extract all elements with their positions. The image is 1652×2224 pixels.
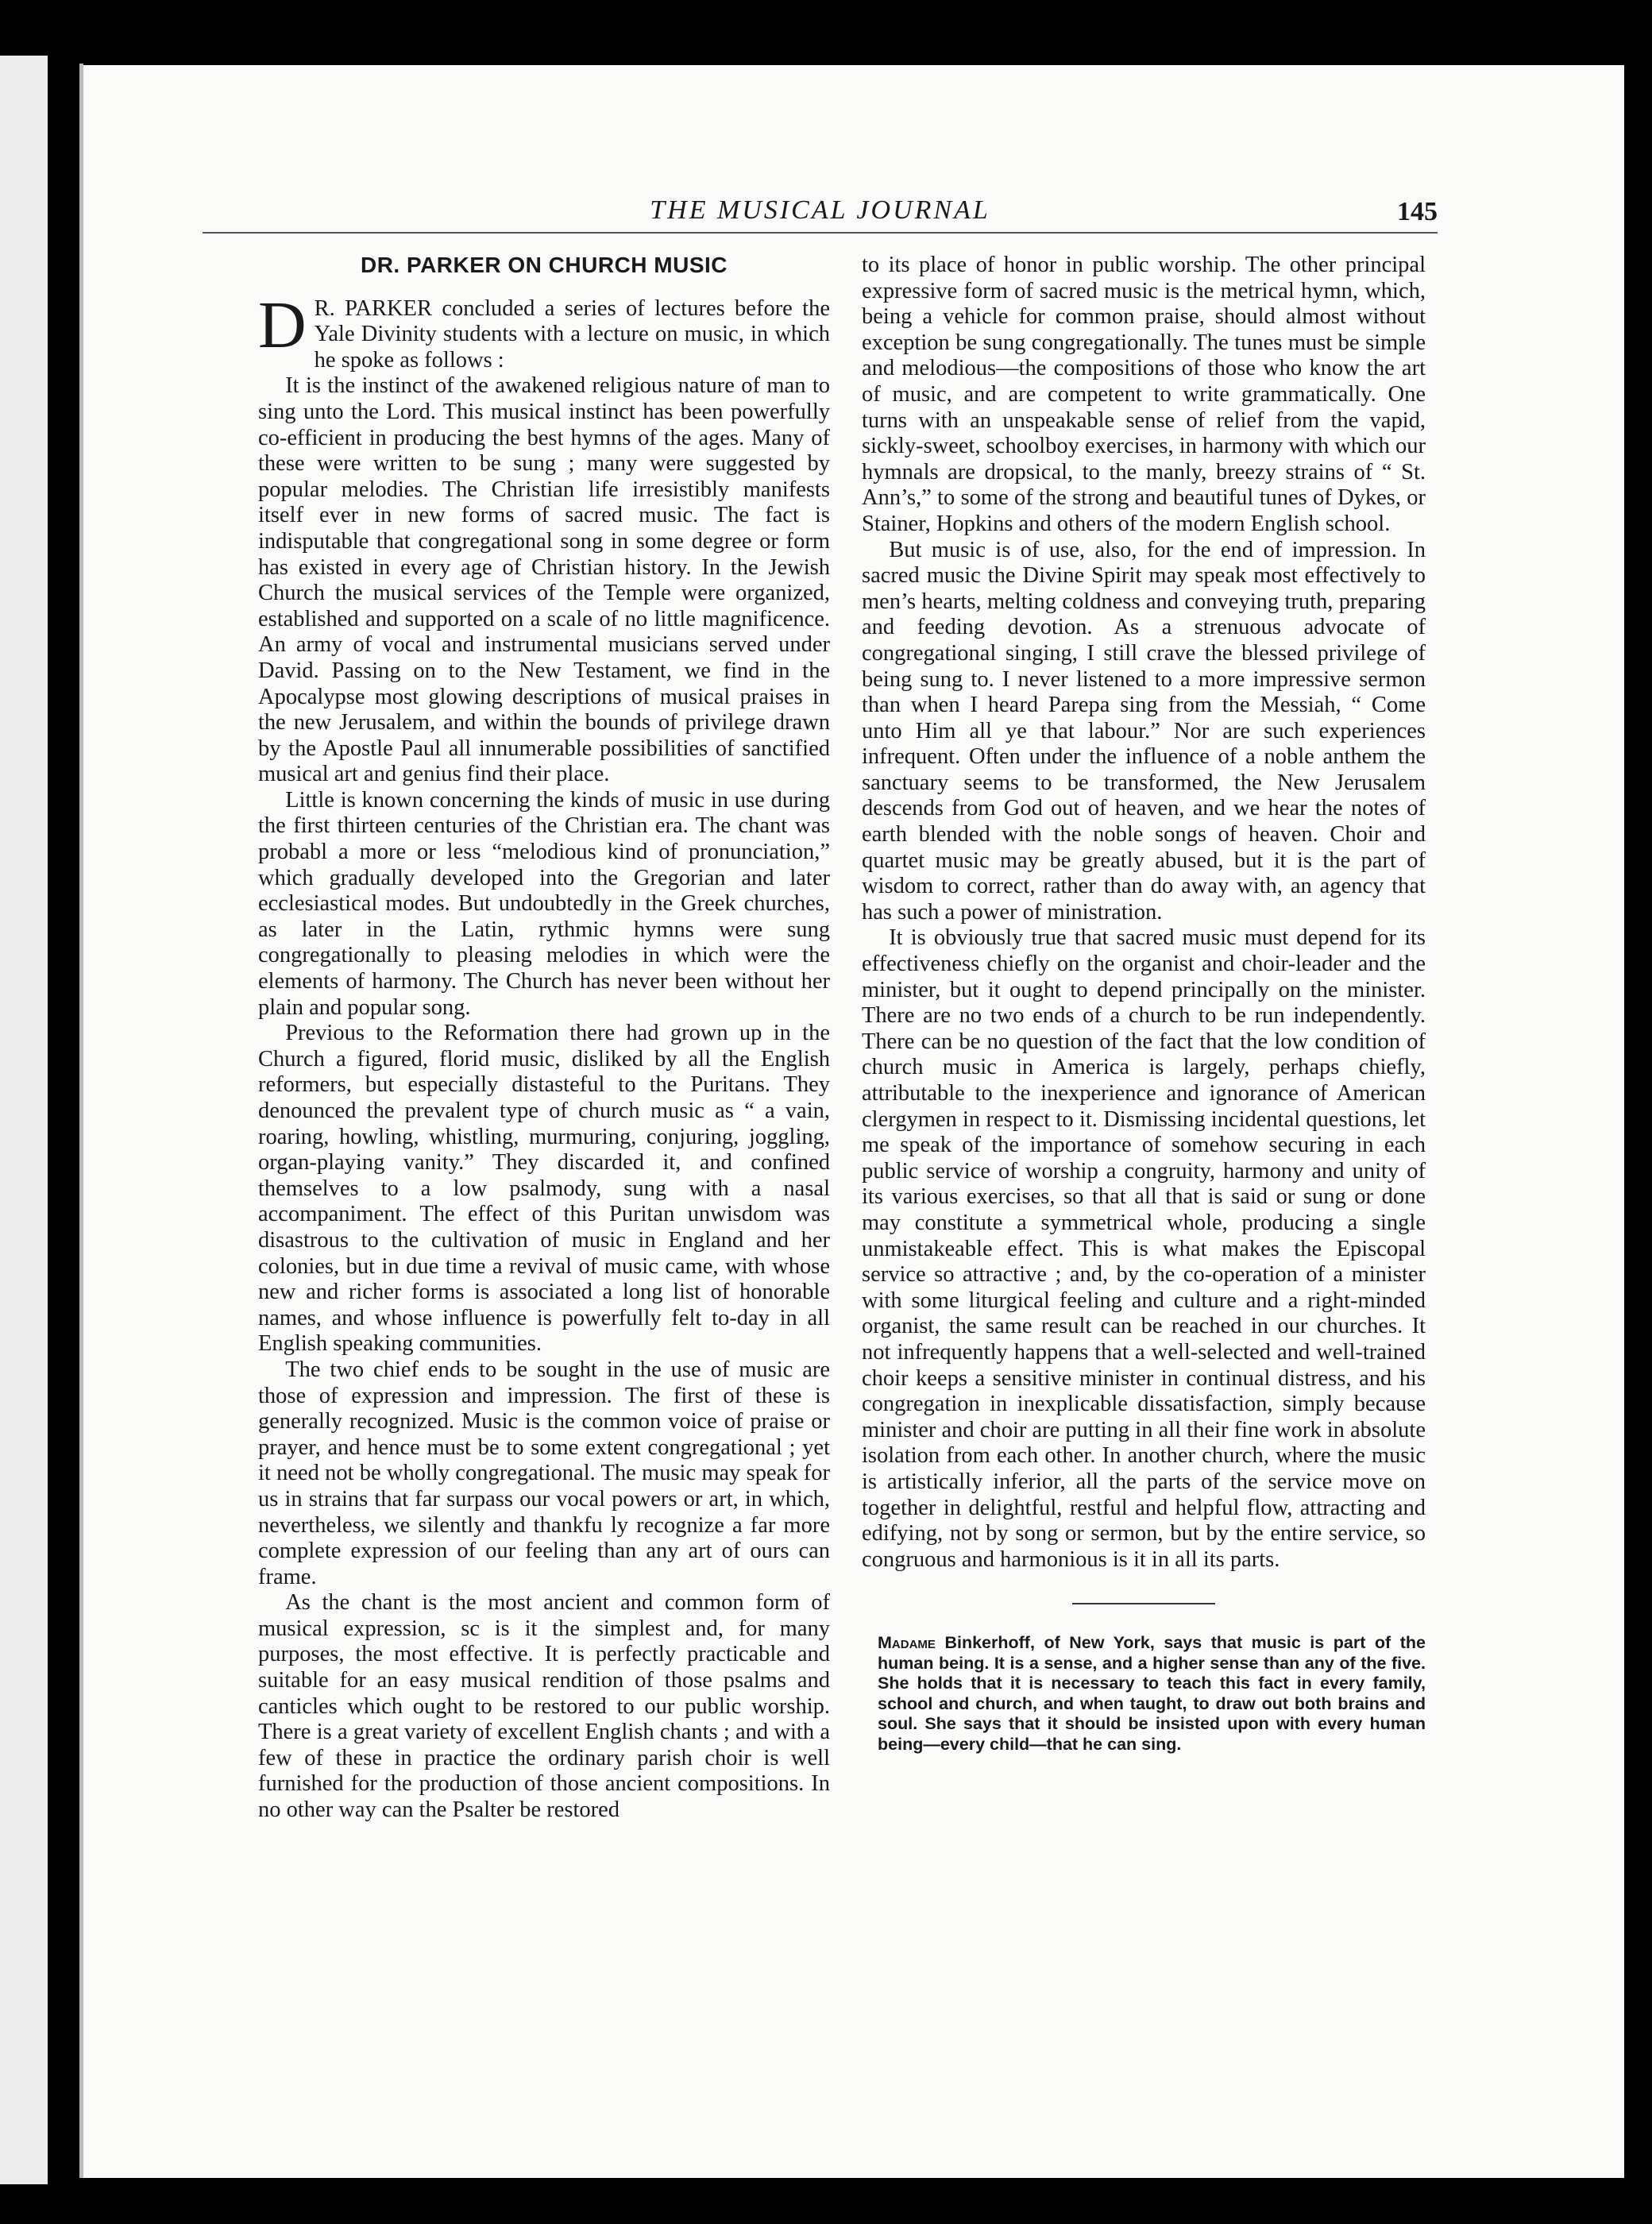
article-paragraph: Previous to the Reformation there had grown up in the Church a figured, florid music, disliked by all the English reformers, but especially distasteful to the Puritans. They denounced the prevalent type of church music as “ a vain, roaring, howling, whistling, murmuring, conjuring, joggling, organ-playing vanity.” They discarded it, and confined themselves to a low psalmody, sung with a nasal accompaniment. The effect of this Puritan unwisdom was disastrous to the cultivation of music in England and her colonies, but in due time a revival of music came, with whose new and richer forms is associated a long list of honorable names, and whose influence is powerfully felt to-day in all English speaking communities. [258, 1021, 830, 1357]
article-paragraph: It is obviously true that sacred music must depend for its effectiveness chiefly on the organist and choir-leader and the minister, but it ought to depend principally on the minister. There are no two ends of a church to be run independently. There can be no question of the fact that the low condition of church music in America is largely, perhaps chiefly, attributable to the inexperience and ignorance of American clergymen in respect to it. Dismissing incidental questions, let me speak of the importance of somehow securing in each public service of worship a congruity, harmony and unity of its various exercises, so that all that is said or sung or done may constitute a symmetrical whole, producing a single unmistakeable effect. This is what makes the Episcopal service so attractive ; and, by the co-operation of a minister with some liturgical feeling and culture and a right-minded organist, the same result can be reached in our churches. It not infrequently happens that a well-selected and well-trained choir keeps a sensitive minister in continual distress, and his congregation in inexplicable dissatisfaction, simply because minister and choir are putting in all their fine work in absolute isolation from each other. In another church, where the music is artistically inferior, all the parts of the service move on together in delightful, restful and helpful flow, attracting and edifying, not by song or sermon, but by the entire service, so congruous and harmonious is it in all its parts. [862, 925, 1426, 1572]
section-divider [1072, 1603, 1215, 1604]
running-header [203, 195, 1438, 235]
article-paragraph: Little is known concerning the kinds of music in use during the first thirteen centuries of the Christian era. The chant was probabl a more or less “melodious kind of pronunciation,” which gradually developed into the Gregorian and later ecclesiastical modes. But undoubtedly in the Greek churches, as later in the Latin, rythmic hymns were sung congregationally to pleasing melodies in which were the elements of harmony. The Church has never been without her plain and popular song. [258, 787, 830, 1020]
note-lead: Madame [878, 1633, 936, 1653]
note-text: Binkerhoff, of New York, says that music is part of the human being. It is a sense, and a higher sense than any of the five. She holds that it is necessary to teach this fact in every family, school and church, and when taught, to draw out both brains and soul. She says that it should be insisted upon with every human being—every child—that he can sing. [878, 1633, 1426, 1754]
right-column [862, 253, 1426, 1755]
article-paragraph: The two chief ends to be sought in the use of music are those of expression and impression. The first of these is generally recognized. Music is the common voice of praise or prayer, and hence must be to some extent congregational ; yet it need not be wholly congregational. The music may speak for us in strains that far surpass our vocal powers or art, in which, nevertheless, we silently and thankfu ly recognize a far more complete expression of our feeling than any art of ours can frame. [258, 1357, 830, 1589]
page-number: 145 [1397, 197, 1438, 226]
article-paragraph: As the chant is the most ancient and common form of musical expression, sc is it the simplest and, for many purposes, the most effective. It is perfectly practicable and suitable for an easy musical rendition of those psalms and canticles which ought to be restored to our public worship. There is a great variety of excellent English chants ; and with a few of these in practice the ordinary parish choir is well furnished for the production of those ancient compositions. In no other way can the Psalter be restored [258, 1590, 830, 1823]
news-note [878, 1633, 1426, 1755]
drop-cap: D [258, 288, 307, 362]
article-title: DR. PARKER ON CHURCH MUSIC [360, 253, 728, 277]
article-paragraph [258, 288, 830, 374]
paragraph-text: R. PARKER concluded a series of lectures before the Yale Divinity students with a lecture on music, in which he spoke as follows : [314, 295, 830, 373]
left-column [258, 253, 830, 1824]
article-paragraph: It is the instinct of the awakened religious nature of man to sing unto the Lord. This musical instinct has been powerfully co-efficient in producing the best hymns of the ages. Many of these were written to be sung ; many were suggested by popular melodies. The Christian life irresistibly manifests itself ever in new forms of sacred music. The fact is indisputable that congregational song in some degree or form has existed in every age of Christian history. In the Jewish Church the musical services of the Temple were organized, established and supported on a scale of no little magnificence. An army of vocal and instrumental musicians served under David. Passing on to the New Testament, we find in the Apocalypse most glowing descriptions of musical praises in the new Jerusalem, and within the bounds of privilege drawn by the Apostle Paul all innumerable possibilities of sanctified musical art and genius find their place. [258, 373, 830, 787]
article-paragraph: But music is of use, also, for the end of impression. In sacred music the Divine Spirit may speak most effectively to men’s hearts, melting coldness and conveying truth, preparing and feeding devotion. As a strenuous advocate of congregational singing, I still crave the blessed privilege of being sung to. I never listened to a more impressive sermon than when I heard Parepa sing from the Messiah, “ Come unto Him all ye that labour.” Nor are such experiences infrequent. Often under the influence of a noble anthem the sanctuary seems to be transformed, the New Jerusalem descends from God out of heaven, and we hear the notes of earth blended with the noble songs of heaven. Choir and quartet music may be greatly abused, but it is the part of wisdom to correct, rather than do away with, an agency that has such a power of ministration. [862, 537, 1426, 925]
journal-title: THE MUSICAL JOURNAL [650, 195, 990, 225]
article-paragraph: to its place of honor in public worship. The other principal expressive form of sacred music is the metrical hymn, which, being a vehicle for common praise, should almost without exception be sung congregationally. The tunes must be simple and melodious—the compositions of those who know the art of music, and are competent to write grammatically. One turns with an unspeakable sense of relief from the vapid, sickly-sweet, schoolboy exercises, in harmony with which our hymnals are dropsical, to the manly, breezy strains of “ St. Ann’s,” to some of the strong and beautiful tunes of Dykes, or Stainer, Hopkins and others of the modern English school. [862, 253, 1426, 536]
previous-page-edge [0, 56, 48, 2184]
header-rule [203, 232, 1438, 234]
